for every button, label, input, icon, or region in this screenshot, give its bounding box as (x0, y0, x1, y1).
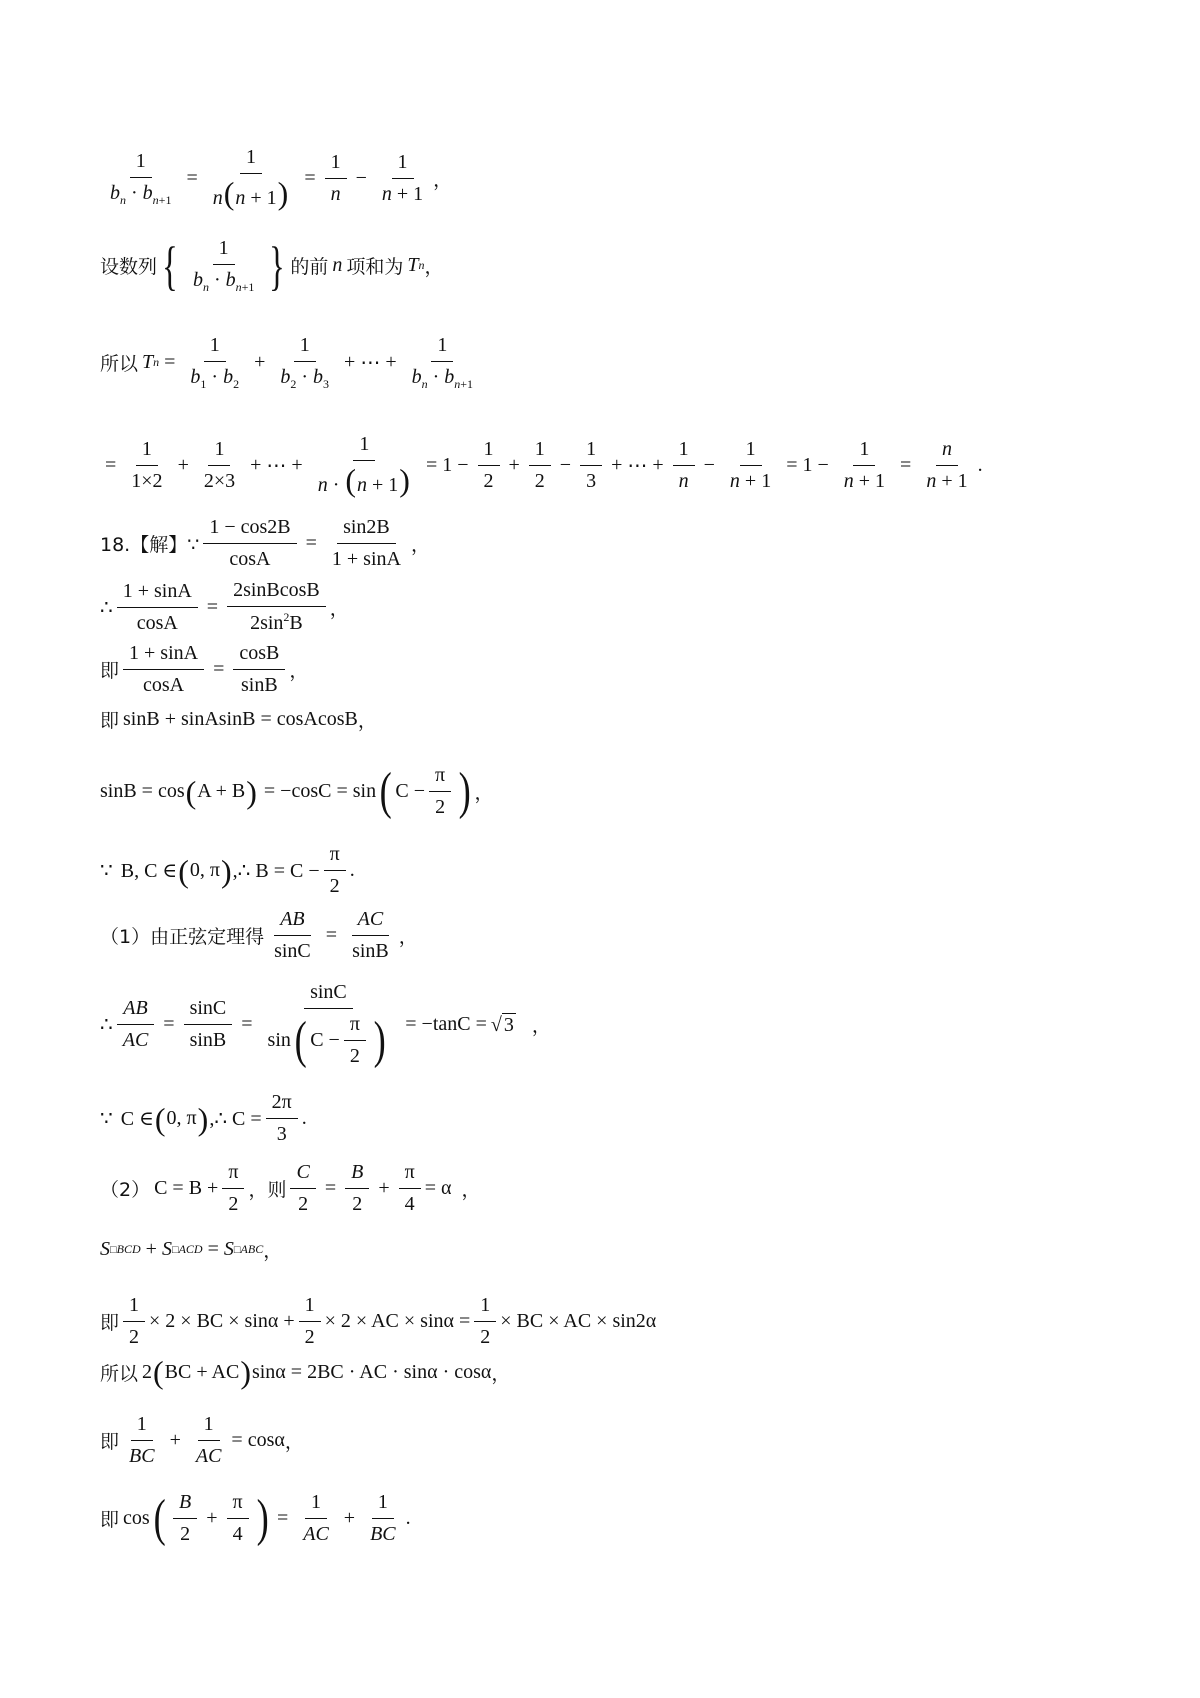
fraction: $\frac{1}{1\times 2}$ (131, 437, 163, 492)
part-2-line-4: 所以 2 ( BC + AC ) sinα = 2BC · AC · sinα · cosα ， (100, 1354, 511, 1390)
part-2-line-6: 即 cos ( $\frac{B}{2}$ + $\frac{\pi}{4}$ ) = $\frac{1}{AC}$ + $\frac{1}{BC}$ . (100, 1489, 411, 1547)
fraction: $\frac{1}{b_1 \cdot b_2}$ (190, 334, 240, 391)
fraction: $\frac{1}{b_n \cdot b_{n+1}}$ (411, 334, 474, 391)
fraction: $\frac{\sin C}{\sin B}$ (184, 996, 233, 1053)
fraction: $\frac{1}{2}$ (299, 1293, 321, 1350)
square-root: √ 3 (490, 1013, 514, 1036)
problem-18-line-3: 即 $\frac{1 + \sin A}{\cos A}$ = $\frac{\cos B}{\sin B}$ ， (100, 642, 309, 696)
fraction: $\frac{n}{n + 1}$ (926, 437, 968, 492)
fraction: $\frac{1}{2}$ (474, 1293, 496, 1350)
fraction: $\frac{1}{AC}$ (195, 1413, 222, 1467)
equation-line-2: 设数列 { $\frac{1}{b_n \cdot b_{n+1}}$ } 的前 n 项和为 T n ， (100, 235, 444, 296)
fraction: $\frac{\text{2sinBcosB}}{2\sin^2B}$ (227, 578, 326, 636)
part-2-line-5: 即 $\frac{1}{BC}$ + $\frac{1}{AC}$ = cosα ， (100, 1413, 304, 1467)
problem-18-line-1: 18.【解】∵ $\frac{1 - \cos 2B}{\cos A}$ = $\frac{\sin 2B}{1 + \sin A}$ ， (100, 516, 430, 570)
fraction: $\frac{B}{2}$ (345, 1160, 369, 1217)
fraction: $\frac{1}{2}$ (123, 1293, 145, 1350)
fraction: $\frac{1}{3}$ (580, 437, 602, 494)
fraction: $\frac{1 - \cos 2B}{\cos A}$ (203, 515, 296, 572)
fraction: $\frac{AC}{\sin B}$ (352, 908, 389, 962)
equation-line-4: = $\frac{1}{1\times 2}$ + $\frac{1}{2\times 3}$ + ⋯ + $\frac{1}{n \cdot (n + 1)}$ = 1 − $\frac{1}{2}$ + $\frac{1}{2}$ − $\frac{1}{3}$ + ⋯ + $\frac{1}{n}$ − $\frac{1}{n + 1}$ = 1 − $\frac{1}{n + 1}$ = $\frac{n}{n + 1}$ . (105, 433, 983, 498)
equation-line-1: $\frac{1}{b_n \cdot b_{n+1}}$ = $\frac{1}{n(n + 1)}$ = $\frac{1}{n}$ − $\frac{1}{n + 1}$ ， (100, 145, 452, 211)
part-1-line-2: ∴ $\frac{AB}{AC}$ = $\frac{\sin C}{\sin B}$ = sinC sin ( C − $\frac{\pi}{2}$ ) = −tanC = √ 3 ， (100, 981, 551, 1069)
part-2-line-3: 即 $\frac{1}{2}$ × 2 × BC × sinα + $\frac{1}{2}$ × 2 × AC × sinα = $\frac{1}{2}$ × BC × AC × sin2α (100, 1294, 657, 1348)
fraction: $\frac{1}{BC}$ (129, 1413, 155, 1467)
fraction: $\frac{1}{2}$ (478, 437, 500, 494)
fraction: $\frac{1}{n}$ (325, 150, 347, 207)
fraction: $\frac{1}{2}$ (529, 437, 551, 494)
fraction: $\frac{1}{n \cdot (n + 1)}$ (317, 433, 410, 498)
fraction: $\frac{1}{b_n \cdot b_{n+1}}$ (110, 149, 172, 207)
fraction: $\frac{\pi}{2}$ (344, 1012, 366, 1069)
fraction: $\frac{1}{b_2 \cdot b_3}$ (280, 334, 330, 391)
part-1-line-3: ∵ C ∈ ( 0, π ) ,∴ C = $\frac{2\pi}{3}$ . (100, 1091, 307, 1145)
problem-18-line-2: ∴ $\frac{1 + \sin A}{\cos A}$ = $\frac{\text{2sinBcosB}}{2\sin^2B}$ ， (100, 579, 349, 634)
fraction: $\frac{AB}{AC}$ (117, 996, 155, 1053)
fraction: $\frac{1}{2\times 3}$ (203, 437, 236, 492)
fraction: $\frac{AB}{\sin C}$ (274, 908, 311, 962)
fraction: $\frac{C}{2}$ (290, 1160, 315, 1217)
problem-18-line-4: 即 sinB + sinAsinB = cosAcosB ， (100, 708, 377, 732)
fraction: $\frac{\pi}{2}$ (222, 1160, 244, 1217)
fraction: $\frac{\pi}{2}$ (324, 842, 346, 899)
fraction: $\frac{\cos B}{\sin B}$ (233, 641, 285, 698)
fraction: $\frac{1}{n + 1}$ (381, 150, 424, 205)
fraction: $\frac{1}{n(n + 1)}$ (212, 146, 289, 211)
fraction: $\frac{1 + \sin A}{\cos A}$ (117, 579, 198, 636)
fraction: $\frac{1}{b_n \cdot b_{n+1}}$ (192, 237, 255, 294)
fraction: $\frac{1}{n + 1}$ (729, 437, 772, 492)
fraction: $\frac{1}{AC}$ (303, 1491, 329, 1545)
fraction: $\frac{B}{2}$ (173, 1490, 197, 1547)
part-1-line-1: （1）由正弦定理得 $\frac{AB}{\sin C}$ = $\frac{AC}{\sin B}$ ， (100, 908, 418, 962)
fraction: $\frac{1}{n + 1}$ (843, 437, 886, 492)
part-2-line-1: （2） C = B + $\frac{\pi}{2}$ ，则 $\frac{C}{2}$ = $\frac{B}{2}$ + $\frac{\pi}{4}$ = α ， (100, 1161, 481, 1215)
fraction: $\frac{\pi}{4}$ (399, 1160, 421, 1217)
fraction: $\frac{\sin 2B}{1 + \sin A}$ (331, 516, 401, 570)
fraction: $\frac{2\pi}{3}$ (266, 1090, 298, 1147)
fraction: $\frac{\pi}{4}$ (227, 1490, 249, 1547)
part-2-line-2: S □ BCD + S □ ACD = S □ ABC ， (100, 1238, 283, 1262)
problem-18-line-6: ∵ B, C ∈ ( 0, π ) ,∴ B = C − $\frac{\pi}{2}$ . (100, 843, 355, 897)
equation-line-3: 所以 T n = $\frac{1}{b_1 \cdot b_2}$ + $\frac{1}{b_2 \cdot b_3}$ + ⋯ + $\frac{1}{b_n \cdot b_{n+1}}$ (100, 333, 483, 392)
fraction: $\frac{1}{BC}$ (370, 1491, 396, 1545)
problem-18-line-5: sinB = cos ( A + B ) = −cosC = sin ( C − $\frac{\pi}{2}$ ) ， (100, 762, 494, 820)
fraction: $\frac{1 + \sin A}{\cos A}$ (123, 641, 204, 698)
fraction: $\frac{1}{n}$ (673, 437, 695, 494)
fraction: sinC sin ( C − $\frac{\pi}{2}$ ) (267, 981, 386, 1069)
fraction: $\frac{\pi}{2}$ (429, 763, 451, 820)
